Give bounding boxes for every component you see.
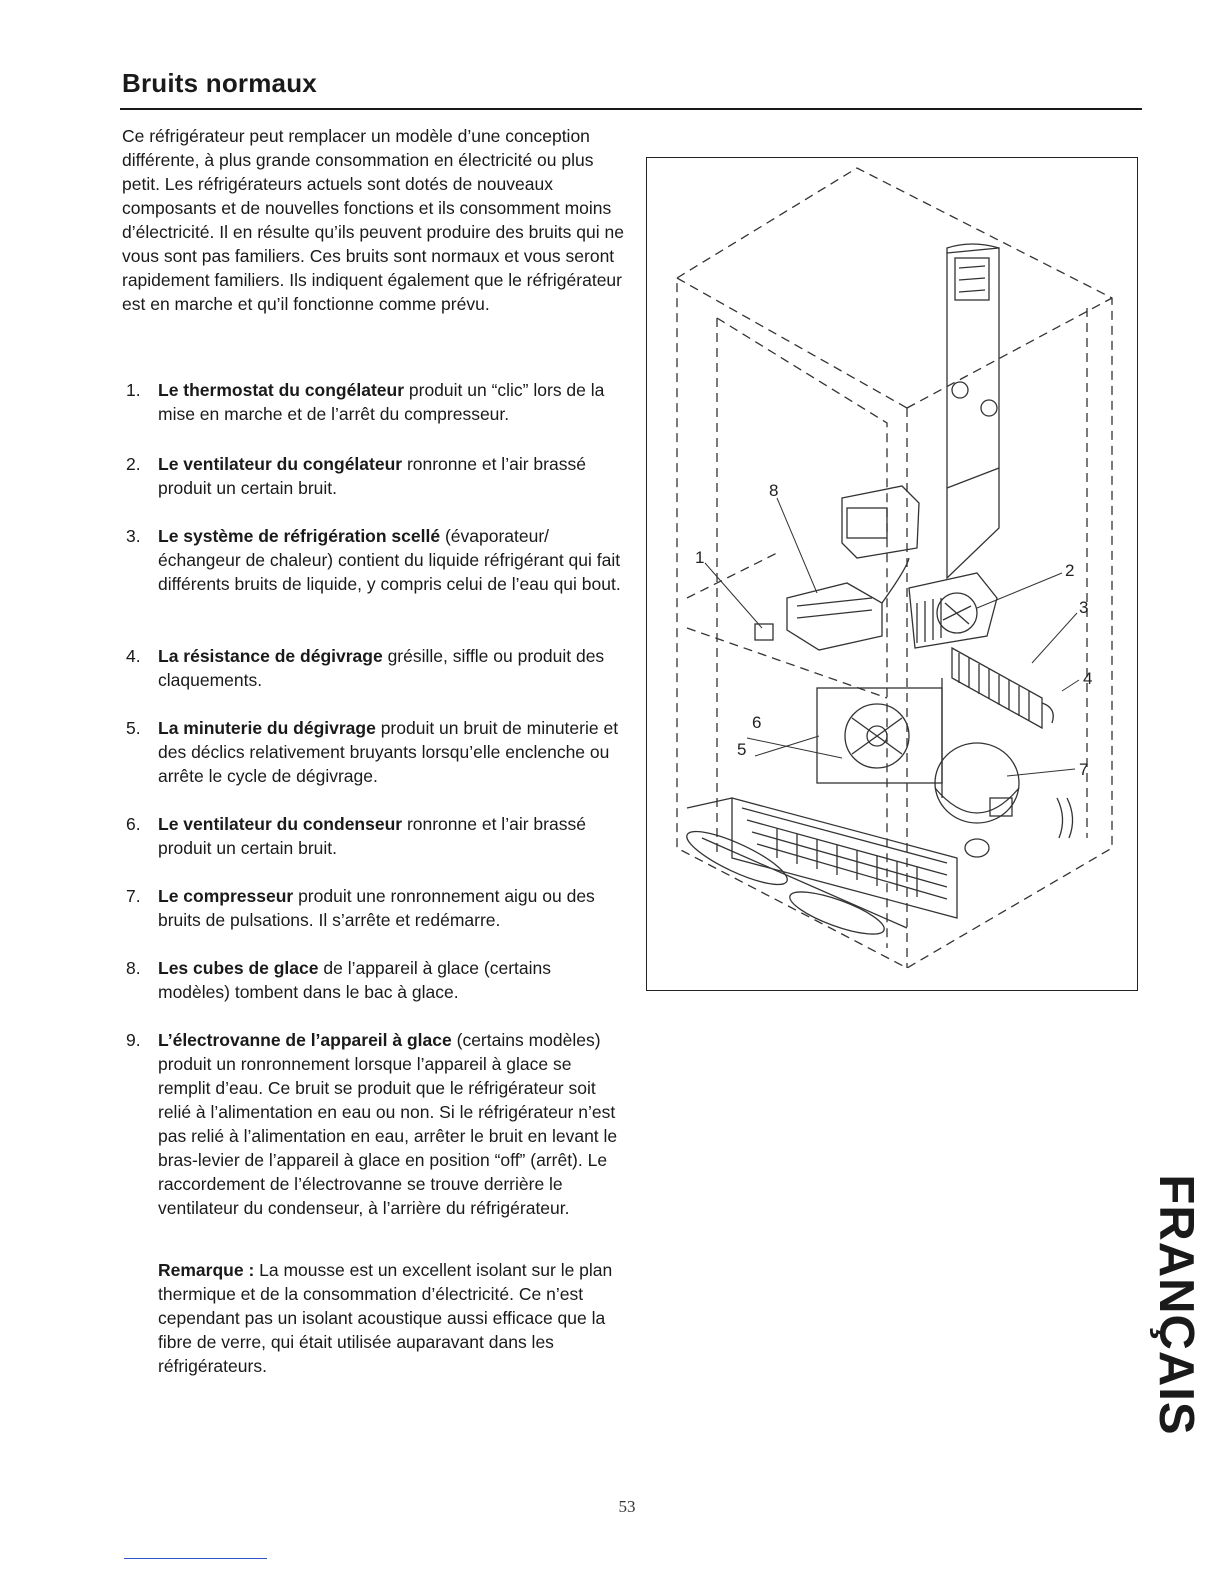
refrigerator-diagram: [646, 157, 1138, 991]
page-title: Bruits normaux: [122, 68, 317, 98]
item-text: ronronne et l’air brassé produit un certain bruit.: [158, 814, 586, 858]
callout-7: 7: [1079, 760, 1089, 779]
list-item: [122, 644, 627, 716]
list-item: [122, 452, 627, 524]
cabinet-outline: [677, 168, 1112, 968]
item-text: produit une ronronnement aigu ou des bruits de pulsations. Il s’arrête et redémarre.: [158, 886, 595, 930]
item-number: 9.: [126, 1030, 141, 1050]
note-label: Remarque :: [158, 1260, 255, 1280]
title-rule: [120, 108, 1142, 110]
item-term: Le ventilateur du congélateur: [158, 454, 403, 474]
note-paragraph: [158, 1258, 628, 1378]
callout-2: 2: [1065, 561, 1075, 580]
list-item: [122, 956, 627, 1028]
item-text: de l’appareil à glace (certains modèles) tombent dans le bac à glace.: [158, 958, 551, 1002]
item-number: 8.: [126, 958, 141, 978]
item-term: La résistance de dégivrage: [158, 646, 383, 666]
item-term: Les cubes de glace: [158, 958, 319, 978]
item-number: 4.: [126, 646, 141, 666]
item-term: Le système de réfrigération scellé: [158, 526, 441, 546]
item-number: 2.: [126, 454, 141, 474]
evaporator-coils: [952, 648, 1053, 728]
item-term: L’électrovanne de l’appareil à glace: [158, 1030, 452, 1050]
page-number: 53: [618, 1497, 636, 1516]
condenser-fan: [817, 678, 942, 798]
item-term: Le thermostat du congélateur: [158, 380, 405, 400]
ice-maker: [755, 486, 919, 650]
list-item: [122, 884, 627, 956]
item-number: 1.: [126, 380, 141, 400]
item-text: produit un “clic” lors de la mise en marche et de l’arrêt du compresseur.: [158, 380, 605, 424]
footer-rule: [124, 1558, 267, 1559]
callout-8: 8: [769, 481, 779, 500]
callout-4: 4: [1083, 669, 1093, 688]
callout-5: 5: [737, 740, 747, 759]
language-tab: [1147, 1175, 1205, 1435]
list-item: [122, 524, 627, 644]
item-text: (évaporateur/ échangeur de chaleur) contient du liquide réfrigérant qui fait différents bruits de liquide, y compris celui de l’eau qui bout.: [158, 526, 621, 594]
noise-list: [122, 378, 627, 1220]
list-item: [122, 378, 627, 452]
language-label: FRANÇAIS: [1149, 1174, 1203, 1436]
list-item: [122, 716, 627, 812]
base-pan: [681, 798, 989, 942]
item-term: Le ventilateur du condenseur: [158, 814, 403, 834]
item-text: grésille, siffle ou produit des claquements.: [158, 646, 605, 690]
intro-paragraph: Ce réfrigérateur peut remplacer un modèle d’une conception différente, à plus grande consommation en électricité ou plus petit. Les réfrigérateurs actuels sont dotés de nouveaux composants et de nouvelles fonctions et ils consomment moins d’électricité. Il en résulte qu’ils peuvent produire des bruits qui ne vous sont pas familiers. Ces bruits sont normaux et vous seront rapidement familiers. Ils indiquent également que le réfrigérateur est en marche et qu’il fonctionne comme prévu.: [122, 126, 624, 314]
callout-leaders: [705, 498, 1079, 776]
item-number: 7.: [126, 886, 141, 906]
item-text: produit un bruit de minuterie et des déclics relativement bruyants lorsqu’elle enclenche ou arrête le cycle de dégivrage.: [158, 718, 619, 786]
item-text: (certains modèles) produit un ronronnement lorsque l’appareil à glace se remplit d’eau. Ce bruit se produit que le réfrigérateur soit relié à l’alimentation en eau ou non. Si le réfrigérateur n’est pas relié à l’alimentation en eau, arrêter le bruit en levant le bras-levier de l’appareil à glace en position “off” (arrêt). Le raccordement de l’électrovanne se trouve derrière le ventilateur du condenseur, à l’arrière du réfrigérateur.: [158, 1030, 618, 1218]
callout-6: 6: [752, 713, 762, 732]
freezer-fan: [909, 573, 997, 648]
item-text: ronronne et l’air brassé produit un certain bruit.: [158, 454, 586, 498]
callout-1: 1: [695, 548, 705, 567]
item-number: 6.: [126, 814, 141, 834]
refrigerator-illustration: [647, 158, 1139, 992]
note-text: La mousse est un excellent isolant sur le plan thermique et de la consommation d’électricité. Ce n’est cependant pas un isolant acoustique aussi efficace que la fibre de verre, qui était utilisée auparavant dans les réfrigérateurs.: [158, 1260, 613, 1376]
list-item: [122, 1028, 627, 1220]
callout-3: 3: [1079, 598, 1089, 617]
evaporator-cover: [947, 244, 999, 578]
item-term: La minuterie du dégivrage: [158, 718, 376, 738]
item-term: Le compresseur: [158, 886, 294, 906]
item-number: 5.: [126, 718, 141, 738]
compressor: [935, 743, 1073, 838]
list-item: [122, 812, 627, 884]
item-number: 3.: [126, 526, 141, 546]
